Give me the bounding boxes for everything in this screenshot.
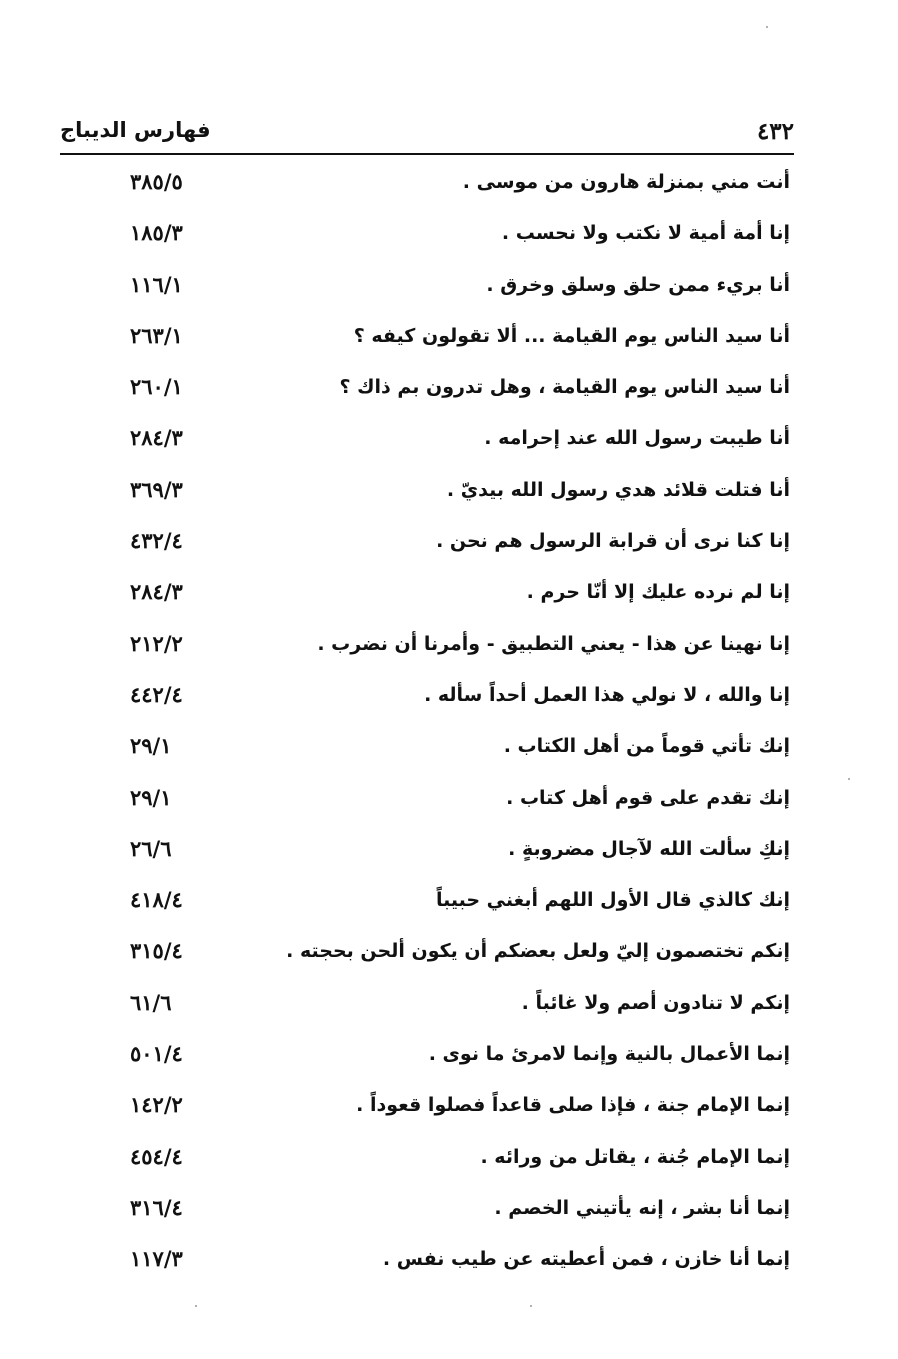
entry-reference: ١١٧/٣ (130, 1246, 183, 1272)
entry-reference: ٢٦٠/١ (130, 374, 183, 400)
index-entry (100, 162, 792, 213)
index-entry (100, 265, 792, 316)
entry-reference: ٥٠١/٤ (130, 1041, 183, 1067)
entry-text: إنما الإمام جنة ، فإذا صلى قاعداً فصلوا قعوداً . (356, 1094, 790, 1117)
entry-text: إنا كنا نرى أن قرابة الرسول هم نحن . (436, 530, 790, 553)
index-entry (100, 1085, 792, 1136)
entry-text: إنما الأعمال بالنية وإنما لامرئ ما نوى . (428, 1043, 790, 1066)
entry-reference: ٢٩/١ (130, 733, 172, 759)
index-entry (100, 367, 792, 418)
entry-reference: ٤٤٢/٤ (130, 681, 183, 707)
index-entry (100, 675, 792, 726)
index-list (100, 162, 792, 1291)
entry-text: إنك كالذي قال الأول اللهم أبغني حبيباً (435, 889, 790, 912)
header-rule (60, 153, 794, 155)
entry-reference: ١١٦/١ (130, 271, 183, 297)
entry-reference: ٣١٦/٤ (130, 1194, 183, 1220)
scan-speck (530, 1305, 532, 1307)
entry-text: إنكِ سألت الله لآجال مضروبةٍ . (508, 837, 790, 860)
scan-speck (766, 26, 768, 28)
entry-text: أنا طيبت رسول الله عند إحرامه . (484, 427, 790, 450)
entry-reference: ٤٥٤/٤ (130, 1143, 183, 1169)
entry-reference: ٤٣٢/٤ (130, 528, 183, 554)
index-entry (100, 572, 792, 623)
entry-reference: ٣٨٥/٥ (130, 169, 183, 194)
entry-reference: ٢٦/٦ (130, 835, 172, 861)
index-entry (100, 1239, 792, 1290)
index-entry (100, 726, 792, 777)
entry-reference: ٣٦٩/٣ (130, 476, 183, 502)
index-entry (100, 521, 792, 572)
entry-text: إنك تقدم على قوم أهل كتاب . (506, 786, 790, 809)
entry-text: أنا فتلت قلائد هدي رسول الله بيديّ . (446, 478, 790, 501)
index-entry (100, 1034, 792, 1085)
scan-speck (848, 778, 850, 780)
index-entry (100, 829, 792, 880)
entry-reference: ٢٨٤/٣ (130, 579, 183, 605)
index-entry (100, 778, 792, 829)
entry-reference: ٢٨٤/٣ (130, 425, 183, 451)
entry-text: إنما أنا خازن ، فمن أعطيته عن طيب نفس . (382, 1248, 790, 1271)
page-number: ٤٣٢ (756, 118, 794, 145)
entry-text: إنا أمة أمية لا نكتب ولا نحسب . (501, 222, 790, 245)
entry-text: إنكم لا تنادون أصم ولا غائباً . (521, 991, 790, 1014)
entry-text: أنت مني بمنزلة هارون من موسى . (462, 171, 790, 193)
index-entry (100, 418, 792, 469)
entry-text: إنا لم نرده عليك إلا أنّا حرم . (526, 581, 790, 604)
entry-text: أنا سيد الناس يوم القيامة ، وهل تدرون بم ذاك ؟ (339, 376, 790, 399)
entry-reference: ٢٩/١ (130, 784, 172, 810)
entry-text: إنا نهينا عن هذا - يعني التطبيق - وأمرنا أن نضرب . (317, 632, 790, 655)
entry-reference: ١٨٥/٣ (130, 220, 183, 246)
running-title: فهارس الديباج (60, 118, 211, 142)
index-entry (100, 470, 792, 521)
entry-reference: ٤١٨/٤ (130, 887, 183, 913)
index-entry (100, 1188, 792, 1239)
index-entry (100, 983, 792, 1034)
entry-reference: ٦١/٦ (130, 989, 172, 1015)
entry-text: إنما الإمام جُنة ، يقاتل من ورائه . (480, 1145, 790, 1168)
entry-reference: ٣١٥/٤ (130, 938, 183, 964)
entry-text: إنكم تختصمون إليّ ولعل بعضكم أن يكون ألحن بحجته . (286, 940, 790, 963)
entry-text: أنا سيد الناس يوم القيامة ... ألا تقولون كيفه ؟ (353, 324, 790, 347)
index-entry (100, 880, 792, 931)
entry-text: إنما أنا بشر ، إنه يأتيني الخصم . (494, 1196, 790, 1219)
entry-text: أنا بريء ممن حلق وسلق وخرق . (486, 273, 790, 296)
entry-reference: ٢١٢/٢ (130, 630, 183, 656)
scan-speck (195, 1305, 197, 1307)
page-header (60, 112, 794, 154)
entry-reference: ١٤٢/٢ (130, 1092, 183, 1118)
index-entry (100, 931, 792, 982)
index-entry (100, 1137, 792, 1188)
entry-reference: ٢٦٣/١ (130, 322, 183, 348)
entry-text: إنك تأتي قوماً من أهل الكتاب . (503, 735, 790, 758)
index-entry (100, 213, 792, 264)
index-entry (100, 624, 792, 675)
index-entry (100, 316, 792, 367)
entry-text: إنا والله ، لا نولي هذا العمل أحداً سأله . (424, 683, 790, 706)
